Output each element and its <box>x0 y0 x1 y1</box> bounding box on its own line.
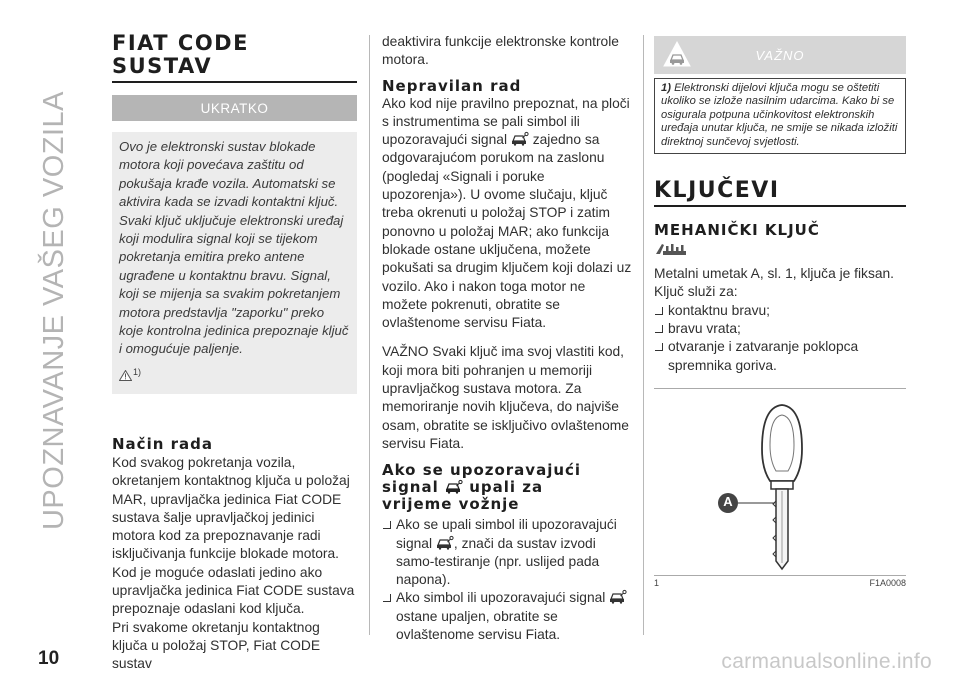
text-segment: zajedno sa odgovarajućom porukom na zaslonu (pogledaj «Signali i poruke upozorenja»). U ovome slučaju, ključ treba okrenuti u položaj STOP i zatim ponovno u položaj MAR; ako funkcija blokade ostane uključena, možete pokušati sa drugim ključem koji dolazi uz vozilo. Ako i nakon toga motor ne možete pokrenuti, obratite se ovlaštenome servisu Fiata. <box>382 132 632 331</box>
immobilizer-car-key-icon <box>436 535 454 550</box>
bullet-marker <box>655 307 663 315</box>
callout-label-a: A <box>723 493 733 509</box>
side-chapter-title <box>30 30 80 590</box>
column-divider-2 <box>643 35 644 635</box>
page-number: 10 <box>38 648 60 669</box>
figure-bottom-rule <box>654 575 906 576</box>
warning-car-icon <box>662 40 692 70</box>
heading-nepravilan-rad: Nepravilan rad <box>382 76 522 95</box>
bullet-marker <box>383 521 391 529</box>
nacin-rada-text <box>112 454 357 674</box>
figure-mechanical-key <box>654 388 906 576</box>
text-segment: Ako kod nije pravilno prepoznat, na ploči s instrumentima se pali simbol ili upozoravajući signal <box>382 95 630 148</box>
heading-line: vrijeme vožnje <box>382 495 520 514</box>
list-item-text: kontaktnu bravu; <box>668 302 771 318</box>
mechanical-key-icon <box>654 240 688 260</box>
key-illustration <box>654 389 906 575</box>
figure-number: 1 <box>654 577 660 588</box>
key-usage-list <box>654 302 906 375</box>
text-segment: Ako se upali simbol ili upozoravajući signal <box>396 517 617 551</box>
section-title-kljucevi: KLJUČEVI <box>654 179 906 207</box>
bullet-marker <box>655 343 663 351</box>
column-2 <box>382 33 632 644</box>
figure-caption <box>654 578 906 588</box>
warning-number: 1) <box>661 82 671 94</box>
warning-text: Elektronski dijelovi ključa mogu se oštetiti ukoliko se izlože nasilnim udarcima. Kako bi se osigurala potpuna učinkovitost elektronskih uređaja unutar ključa, ne smije se nikada izložiti direktnoj sunčevoj svjetlosti. <box>661 82 898 148</box>
figure-code: F1A0008 <box>869 577 906 588</box>
paragraph: Pri svakome okretanju kontaktnog ključa u položaj STOP, Fiat CODE sustav <box>112 619 321 672</box>
column-1 <box>112 32 357 674</box>
list-item <box>654 320 906 338</box>
heading-line: Ako se upozoravajući <box>382 461 582 480</box>
nepravilan-rad-text <box>382 95 632 333</box>
column-divider-1 <box>369 35 370 635</box>
list-item <box>382 589 632 644</box>
heading-segment: signal <box>382 478 439 497</box>
important-warning-header <box>654 36 906 74</box>
continuation-paragraph: deaktivira funkcije elektronske kontrole motora. <box>382 34 619 68</box>
mehanicki-kljuc-text: Metalni umetak A, sl. 1, ključa je fiksan. Ključ služi za: <box>654 266 895 300</box>
immobilizer-car-key-icon <box>511 131 529 146</box>
summary-reference-number: 1) <box>133 366 142 377</box>
bullet-marker <box>655 325 663 333</box>
heading-warning-while-driving <box>382 462 632 513</box>
vazno-paragraph: VAŽNO Svaki ključ ima svoj vlastiti kod, koji mora biti pohranjen u memoriji upravljačkog sustava motora. Za memoriranje novih ključeva, do najviše osam, obratite se isključivo ovlaštenome servisu Fiata. <box>382 344 629 451</box>
list-item-text: bravu vrata; <box>668 320 741 336</box>
important-warning-box <box>654 78 906 154</box>
driving-warning-list <box>382 516 632 644</box>
side-chapter-title-text: UPOZNAVANJE VAŠEG VOZILA <box>38 90 71 530</box>
paragraph: Kod je moguće odaslati jedino ako upravljačka jedinica Fiat CODE sustava prepoznaje odaslani kod ključa. <box>112 564 355 617</box>
summary-reference <box>119 363 351 381</box>
immobilizer-car-key-icon <box>445 479 463 494</box>
column-3 <box>654 36 906 588</box>
list-item <box>382 516 632 589</box>
title-line-2: SUSTAV <box>112 54 213 78</box>
summary-box <box>112 132 357 394</box>
immobilizer-car-key-icon <box>609 589 627 604</box>
bullet-marker <box>383 594 391 602</box>
text-segment: ostane upaljen, obratite se ovlaštenome servisu Fiata. <box>396 608 561 643</box>
section-title-fiat-code <box>112 32 357 83</box>
title-line-1: FIAT CODE <box>112 31 249 55</box>
important-warning-label: VAŽNO <box>755 47 805 63</box>
warning-triangle-icon <box>119 370 132 381</box>
list-item <box>654 302 906 320</box>
heading-mehanicki-kljuc: MEHANIČKI KLJUČ <box>654 221 820 240</box>
watermark: carmanualsonline.info <box>721 650 932 673</box>
summary-header: UKRATKO <box>112 95 357 121</box>
heading-line <box>382 479 632 496</box>
heading-segment: upali za <box>469 478 544 497</box>
list-item-text: otvaranje i zatvaranje poklopca spremnika goriva. <box>668 339 859 373</box>
text-segment: Ako simbol ili upozoravajući signal <box>396 590 606 606</box>
summary-text: Ovo je elektronski sustav blokade motora koji povećava zaštitu od pokušaja krađe vozila. Automatski se aktivira kada se izvadi kontaktni ključ. Svaki ključ uključuje elektronski uređaj koji modulira signal koji se tijekom pokretanja emitira preko antene ugrađene u kontaktnu bravu. Signal, koji se mijenja sa svakim pokretanjem motora predstavlja "zaporku" preko koje kontrolna jedinica prepoznaje ključ i omogućuje paljenje. <box>119 139 349 357</box>
text-segment: , znači da sustav izvodi samo-testiranje (npr. uslijed pada napona). <box>396 535 600 588</box>
paragraph: Kod svakog pokretanja vozila, okretanjem kontaktnog ključa u položaj MAR, upravljačka jedinica Fiat CODE sustava šalje upravljačkoj jedinici motora kod za prepoznavanje radi isključivanja funkcije blokade motora. <box>112 455 350 562</box>
list-item <box>654 338 906 375</box>
heading-nacin-rada: Način rada <box>112 435 213 453</box>
